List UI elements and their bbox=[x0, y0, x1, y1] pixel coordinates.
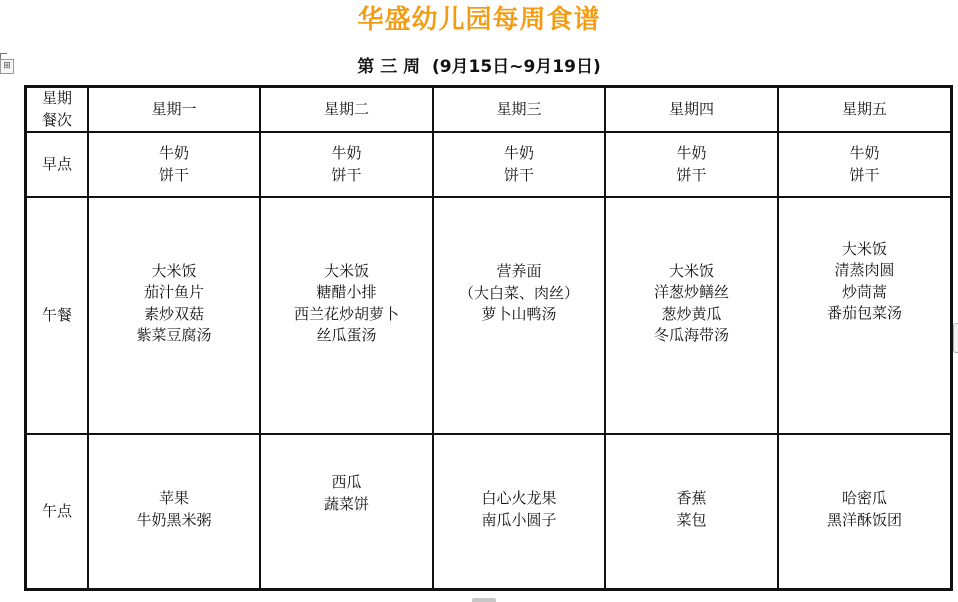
menu-cell bbox=[433, 132, 605, 197]
menu-item: 白心火龙果 bbox=[481, 489, 557, 507]
menu-item: 素炒双菇 bbox=[143, 304, 204, 323]
week-subtitle: 第 三 周 (9月15日~9月19日) bbox=[357, 57, 601, 77]
page-title: 华盛幼儿园每周食谱 bbox=[357, 5, 601, 35]
menu-cell bbox=[88, 434, 260, 589]
menu-item: 蔬菜饼 bbox=[323, 494, 369, 513]
menu-item: 葱炒黄瓜 bbox=[661, 304, 722, 323]
menu-item: 黑洋酥饭团 bbox=[826, 510, 902, 529]
menu-item: 牛奶 bbox=[158, 144, 189, 162]
menu-item: 炒茼蒿 bbox=[841, 282, 887, 301]
table-header-row bbox=[26, 87, 951, 132]
menu-item: 茄汁鱼片 bbox=[143, 283, 204, 301]
meal-label-afternoon-snack: 午点 bbox=[26, 434, 88, 589]
menu-cell bbox=[605, 434, 778, 589]
menu-item: 西瓜 bbox=[331, 473, 362, 491]
menu-item: 冬瓜海带汤 bbox=[653, 326, 729, 344]
day-header-mon: 星期一 bbox=[88, 87, 260, 132]
menu-item: 牛奶 bbox=[849, 144, 880, 162]
menu-item: 饼干 bbox=[158, 165, 189, 184]
menu-item: 饼干 bbox=[331, 165, 362, 184]
menu-item: 大米饭 bbox=[841, 239, 887, 258]
day-header-wed: 星期三 bbox=[433, 87, 605, 132]
menu-item: 紫菜豆腐汤 bbox=[136, 326, 212, 344]
weekly-menu-table bbox=[24, 85, 953, 591]
corner-label-weekday: 星期 bbox=[41, 89, 72, 107]
menu-item: 糖醋小排 bbox=[316, 283, 377, 301]
menu-cell bbox=[260, 434, 433, 589]
menu-item: 牛奶 bbox=[331, 144, 362, 162]
meal-label-lunch: 午餐 bbox=[26, 197, 88, 434]
menu-item: 苹果 bbox=[158, 489, 189, 507]
corner-header-cell bbox=[26, 87, 88, 132]
menu-item: 西兰花炒胡萝卜 bbox=[293, 304, 399, 323]
corner-label-meal: 餐次 bbox=[41, 110, 72, 129]
menu-cell bbox=[778, 197, 951, 434]
menu-item: 菜包 bbox=[676, 510, 707, 529]
menu-cell bbox=[605, 132, 778, 197]
day-header-thu: 星期四 bbox=[605, 87, 778, 132]
menu-cell bbox=[260, 132, 433, 197]
menu-item: 清蒸肉圆 bbox=[834, 261, 895, 279]
menu-item: 大米饭 bbox=[151, 261, 197, 280]
menu-item: 洋葱炒鳝丝 bbox=[653, 283, 729, 301]
table-row-afternoon-snack bbox=[26, 434, 951, 589]
menu-cell bbox=[88, 132, 260, 197]
menu-cell bbox=[433, 434, 605, 589]
menu-item: 营养面 bbox=[496, 262, 542, 281]
menu-cell bbox=[605, 197, 778, 434]
meal-label-breakfast: 早点 bbox=[26, 132, 88, 197]
table-move-handle-icon[interactable]: ⊞ bbox=[0, 59, 14, 74]
table-row-lunch bbox=[26, 197, 951, 434]
menu-item: 饼干 bbox=[503, 165, 534, 184]
menu-item: 香蕉 bbox=[676, 489, 707, 507]
menu-item: 哈密瓜 bbox=[841, 489, 887, 507]
menu-item: 牛奶 bbox=[503, 144, 534, 162]
menu-cell bbox=[88, 197, 260, 434]
bottom-scroll-tab[interactable] bbox=[472, 598, 496, 602]
side-scroll-tab[interactable] bbox=[953, 323, 958, 353]
day-header-tue: 星期二 bbox=[260, 87, 433, 132]
table-row-breakfast bbox=[26, 132, 951, 197]
menu-item: 饼干 bbox=[676, 165, 707, 184]
menu-item: 丝瓜蛋汤 bbox=[316, 326, 377, 344]
menu-cell bbox=[260, 197, 433, 434]
menu-cell bbox=[778, 434, 951, 589]
menu-item: 南瓜小圆子 bbox=[481, 510, 557, 529]
day-header-fri: 星期五 bbox=[778, 87, 951, 132]
menu-cell bbox=[778, 132, 951, 197]
menu-item: 番茄包菜汤 bbox=[826, 304, 902, 322]
menu-item: 牛奶黑米粥 bbox=[136, 510, 212, 529]
menu-item: 牛奶 bbox=[676, 144, 707, 162]
menu-item: 萝卜山鸭汤 bbox=[481, 305, 557, 324]
menu-item: 饼干 bbox=[849, 165, 880, 184]
menu-item: （大白菜、肉丝） bbox=[458, 283, 579, 302]
menu-item: 大米饭 bbox=[323, 261, 369, 280]
menu-item: 大米饭 bbox=[668, 261, 714, 280]
menu-cell bbox=[433, 197, 605, 434]
